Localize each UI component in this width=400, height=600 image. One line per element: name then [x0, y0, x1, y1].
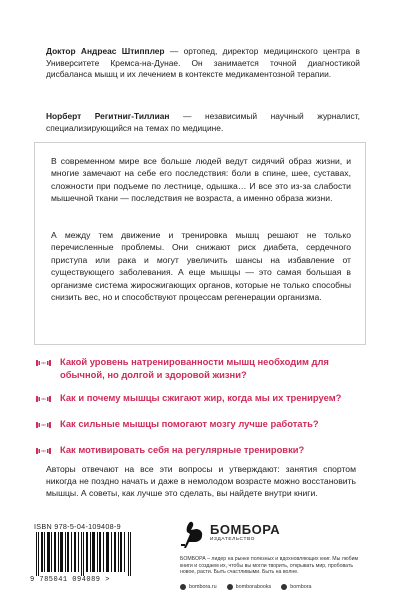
dumbbell-icon	[36, 447, 51, 455]
publisher-name: БОМБОРА	[210, 522, 281, 537]
author-bio	[46, 111, 360, 133]
social-icon	[227, 584, 233, 590]
publisher-description: БОМБОРА – лидер на рынке полезных и вдохновляющих книг. Мы любим книги и создаем их, чтобы вы могли творить, открывать мир, пробовать новое, расти. Быть счастливыми. Быть на волне.	[180, 556, 359, 576]
question-item	[36, 391, 366, 417]
social-link-label: bombora.ru	[189, 584, 217, 590]
question-text: Как мотивировать себя на регулярные тренировки?	[60, 444, 305, 455]
barcode	[34, 532, 134, 576]
social-links	[180, 584, 312, 590]
description-box	[34, 142, 366, 345]
dumbbell-icon	[36, 359, 51, 367]
bombora-logo-icon	[180, 520, 208, 550]
author-description: — ортопед, директор медицинского центра в Университете Кремса-на-Дунае. Он занимается точной диагностикой дисбаланса мышц и их лечением в контексте медикаментозной терапии.	[46, 46, 360, 79]
barcode-number: 9 785041 094089 >	[30, 576, 110, 584]
social-link[interactable]	[281, 584, 311, 590]
question-list	[36, 355, 366, 469]
question-text: Какой уровень натренированности мышц необходим для обычной, но долгой и здоровой жизни?	[60, 356, 329, 380]
question-text: Как и почему мышцы сжигают жир, когда мы их тренируем?	[60, 392, 342, 403]
social-icon	[281, 584, 287, 590]
author-description: — независимый научный журналист, специализирующийся на темах по медицине.	[46, 111, 360, 133]
question-text: Как сильные мышцы помогают мозгу лучше работать?	[60, 418, 319, 429]
description-paragraph: А между тем движение и тренировка мышц решают не только перечисленные проблемы. Они снижают риск диабета, сердечного приступа или рака и могут увеличить шансы на избавление от существующего заболевания. А еще мышцы — это самая большая в организме система жиросжигающих органов, которые не только способны снизить вес, но и способствуют процессам регенерации организма.	[51, 230, 351, 303]
author-name: Доктор Андреас Штипплер	[46, 46, 165, 57]
outro-paragraph: Авторы отвечают на все эти вопросы и утверждают: занятия спортом никогда не поздно начать и даже в немолодом возрасте можно восстановить мышцы. А советы, как лучше это сделать, вы найдете внутри книги.	[46, 464, 356, 498]
dumbbell-icon	[36, 395, 51, 403]
social-link[interactable]	[180, 584, 217, 590]
dumbbell-icon	[36, 421, 51, 429]
social-link-label: bomborabooks	[235, 584, 272, 590]
web-icon	[180, 584, 186, 590]
social-link[interactable]	[227, 584, 272, 590]
description-paragraph: В современном мире все больше людей ведут сидячий образ жизни, и многие замечают на себе его последствия: боли в спине, шее, суставах, сложности при подъеме по лестнице, одышка… И все это из-за слабости мышечной ткани — последствия не возраста, а именно образа жизни.	[51, 156, 351, 204]
author-name: Норберт Регитниг-Тиллиан	[46, 111, 170, 122]
author-bio	[46, 46, 360, 80]
social-link-label: bombora	[290, 584, 312, 590]
question-item	[36, 417, 366, 443]
publisher-subtitle: ИЗДАТЕЛЬСТВО	[210, 537, 255, 542]
isbn-label: ISBN 978-5-04-109408-9	[34, 522, 121, 531]
question-item	[36, 355, 366, 391]
